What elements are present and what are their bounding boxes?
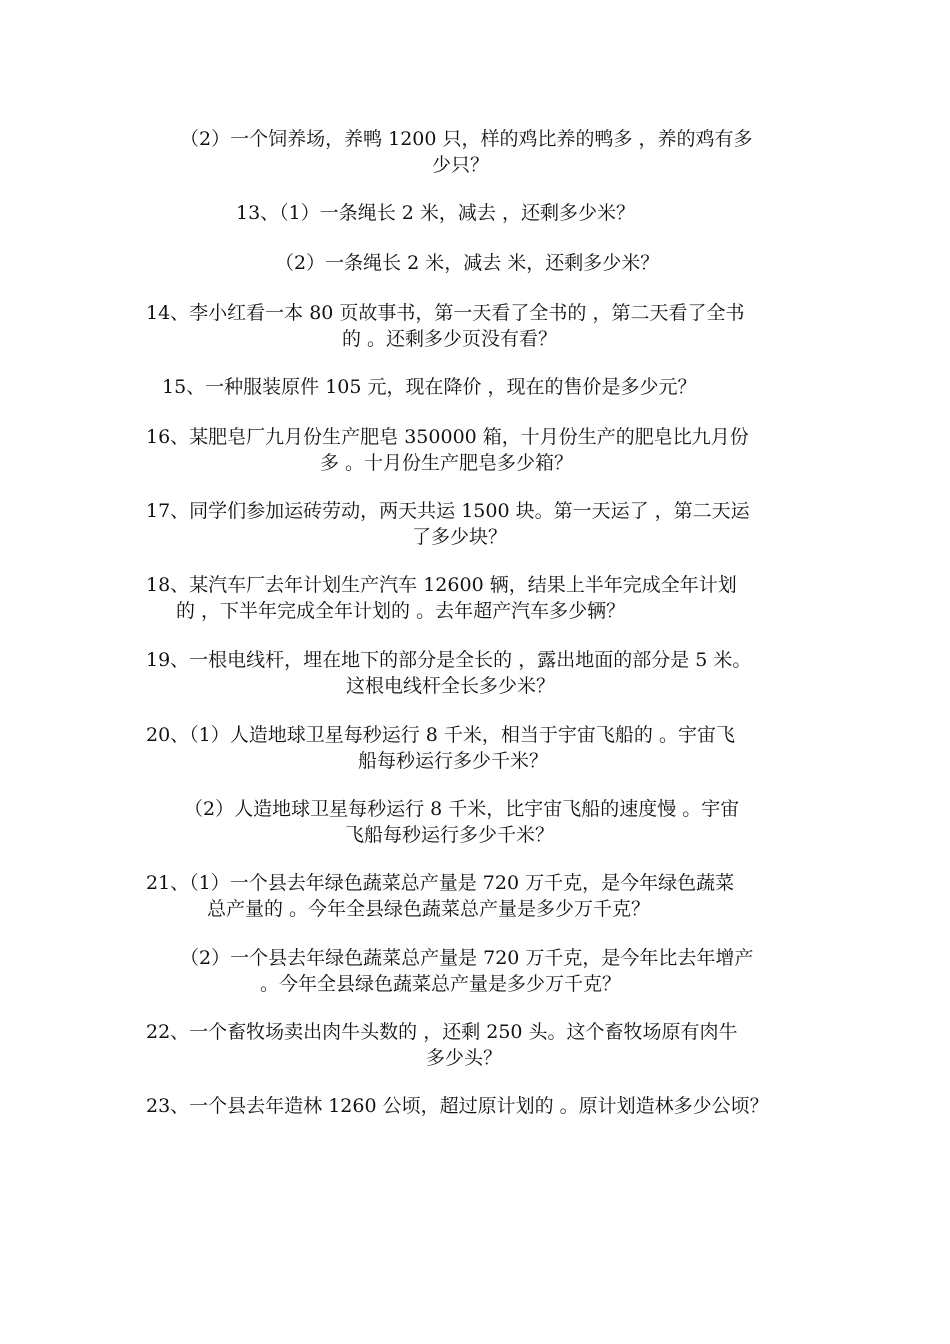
text-line: 17、同学们参加运砖劳动，两天共运 1500 块。第一天运了 ，第二天运	[146, 500, 750, 522]
text-line: 总产量的 。今年全县绿色蔬菜总产量是多少万千克？	[207, 898, 651, 920]
problem-23	[146, 1093, 866, 1119]
text-line: 22、一个畜牧场卖出肉牛头数的 ，还剩 250 头。这个畜牧场原有肉牛	[146, 1021, 738, 1043]
text-line: 19、一根电线杆，埋在地下的部分是全长的 ，露出地面的部分是 5 米。	[146, 649, 752, 671]
problem-12-2	[180, 126, 820, 178]
text-line: 13、（1）一条绳长 2 米，减去 ，还剩多少米？	[236, 202, 635, 224]
text-line: 船每秒运行多少千米？	[358, 750, 549, 772]
text-line: 多少头？	[426, 1047, 503, 1069]
text-line: （2）一条绳长 2 米，减去 米，还剩多少米？	[275, 252, 660, 274]
text-line: 18、某汽车厂去年计划生产汽车 12600 辆，结果上半年完成全年计划	[146, 574, 737, 596]
problem-13-2	[275, 250, 875, 276]
text-line: （2）人造地球卫星每秒运行 8 千米，比宇宙飞船的速度慢 。宇宙	[184, 798, 740, 820]
problem-18	[146, 572, 826, 624]
problem-17	[146, 498, 826, 550]
problem-21-2	[180, 945, 860, 997]
problem-15	[162, 374, 842, 400]
text-line: 20、（1）人造地球卫星每秒运行 8 千米，相当于宇宙飞船的 。宇宙飞	[146, 724, 735, 746]
problem-16	[146, 424, 826, 476]
text-line: 这根电线杆全长多少米？	[346, 675, 556, 697]
problem-21-1	[146, 870, 826, 922]
problem-14	[146, 300, 826, 352]
text-line: 多 。十月份生产肥皂多少箱？	[320, 452, 574, 474]
text-line: 21、（1）一个县去年绿色蔬菜总产量是 720 万千克，是今年绿色蔬菜	[146, 872, 735, 894]
text-line: （2）一个饲养场，养鸭 1200 只，样的鸡比养的鸭多 ，养的鸡有多	[180, 128, 753, 150]
text-line: 飞船每秒运行多少千米？	[345, 824, 555, 846]
text-line: （2）一个县去年绿色蔬菜总产量是 720 万千克，是今年比去年增产	[180, 947, 754, 969]
text-line: 的 ，下半年完成全年计划的 。去年超产汽车多少辆？	[176, 600, 626, 622]
text-line: 的 。还剩多少页没有看？	[342, 328, 558, 350]
problem-19	[146, 647, 846, 699]
text-line: 14、李小红看一本 80 页故事书，第一天看了全书的 ，第二天看了全书	[146, 302, 745, 324]
problem-20-2	[184, 796, 864, 848]
problem-20-1	[146, 722, 826, 774]
problem-13-1	[236, 200, 836, 226]
text-line: 少只？	[432, 154, 490, 176]
text-line: 了多少块？	[412, 526, 508, 548]
text-line: 16、某肥皂厂九月份生产肥皂 350000 箱，十月份生产的肥皂比九月份	[146, 426, 749, 448]
text-line: 。今年全县绿色蔬菜总产量是多少万千克？	[260, 973, 622, 995]
text-line: 23、一个县去年造林 1260 公顷，超过原计划的 。原计划造林多少公顷？	[146, 1095, 769, 1117]
text-line: 15、一种服装原件 105 元，现在降价 ，现在的售价是多少元？	[162, 376, 697, 398]
problem-22	[146, 1019, 826, 1071]
